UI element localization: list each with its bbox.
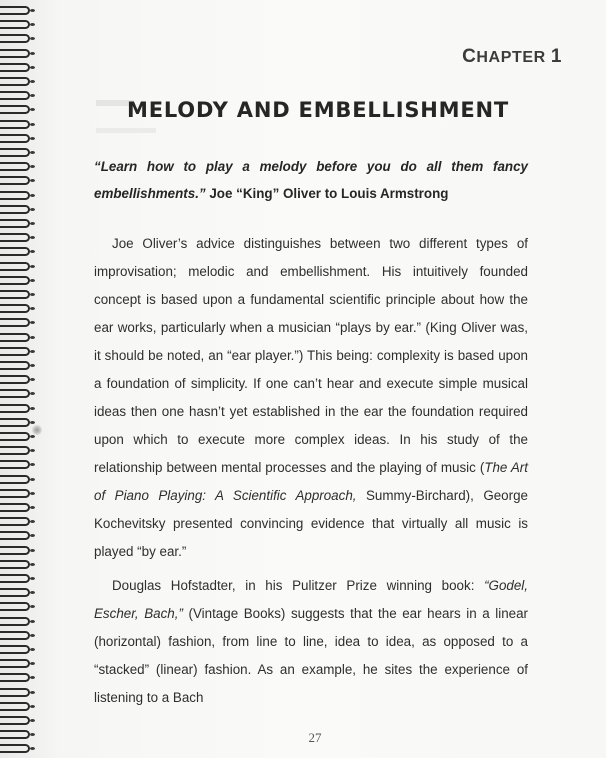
binding-coil [0, 602, 30, 611]
binding-coil [0, 716, 30, 725]
binding-coil [0, 588, 30, 597]
binding-coil [0, 404, 30, 413]
binding-coil [0, 645, 30, 654]
binding-coil [0, 191, 30, 200]
binding-coil [0, 77, 30, 86]
binding-coil [0, 446, 30, 455]
binding-coil [0, 418, 30, 427]
binding-coil [0, 673, 30, 682]
paragraph [94, 230, 528, 566]
binding-coil [0, 361, 30, 370]
binding-coil [0, 262, 30, 271]
epigraph [94, 153, 528, 207]
book-title: The Art of Piano Playing: A Scientific Approach, [94, 460, 528, 503]
binding-coil [0, 574, 30, 583]
binding-coil [0, 688, 30, 697]
binding-coil [0, 20, 30, 29]
page-number: 27 [308, 730, 322, 745]
binding-coil [0, 503, 30, 512]
binding-coil [0, 460, 30, 469]
binding-coil [0, 205, 30, 214]
binding-coil [0, 347, 30, 356]
chapter-label: HAPTER [476, 49, 546, 66]
chapter-initial: C [462, 46, 477, 67]
paragraph-text: (Vintage Books) suggests that the ear hears in a linear (horizontal) fashion, from line to line, idea to idea, as opposed to a “stacked” (linear) fashion. As an example, he sites the experience of listening to a Bach [94, 606, 529, 705]
binding-coil [0, 702, 30, 711]
binding-coil [0, 659, 30, 668]
paragraph-text: Douglas Hofstadter, in his Pulitzer Prize winning book: [112, 578, 485, 593]
binding-coil [0, 617, 30, 626]
paragraph-text: Summy-Birchard), George Kochevitsky presented convincing evidence that virtually all music is played “by ear.” [94, 488, 528, 559]
binding-coil [0, 219, 30, 228]
binding-coil [0, 162, 30, 171]
chapter-number: 1 [550, 46, 562, 67]
binding-coil [0, 63, 30, 72]
binding-coil [0, 375, 30, 384]
binding-coil [0, 247, 30, 256]
book-title: “Godel, Escher, Bach,” [94, 578, 528, 621]
binding-coil [0, 546, 30, 555]
binding-coil [0, 389, 30, 398]
binding-coil [0, 489, 30, 498]
binding-coil [0, 276, 30, 285]
bleed-through-mark [96, 128, 156, 133]
binding-coil [0, 531, 30, 540]
binding-coil [0, 34, 30, 43]
binding-coil [0, 560, 30, 569]
binding-coil [0, 176, 30, 185]
binding-coil [0, 432, 30, 441]
binding-coil [0, 6, 30, 15]
page-title: MELODY AND EMBELLISHMENT [127, 98, 509, 122]
binding-coil [0, 49, 30, 58]
binding-coil [0, 631, 30, 640]
binding-coil [0, 333, 30, 342]
binding-coil [0, 134, 30, 143]
paper-smudge [32, 424, 42, 436]
paragraph [94, 572, 528, 712]
epigraph-quote: “Learn how to play a melody before you do all them fancy embellishments.” [94, 159, 528, 201]
binding-coil [0, 517, 30, 526]
binding-coil [0, 233, 30, 242]
epigraph-attribution: Joe “King” Oliver to Louis Armstrong [209, 186, 449, 201]
binding-coil [0, 304, 30, 313]
paragraph-text: Joe Oliver’s advice distinguishes between two different types of improvisation; melodic and embellishment. His intuitively founded concept is based upon a fundamental scientific principle about how the ear works, particularly when a musician “plays by ear.” (King Oliver was, it should be noted, an “ear player.”) This being: complexity is based upon a foundation of simplicity. If one can’t hear and execute simple musical ideas then one hasn’t yet established in the ear the foundation required upon which to execute more complex ideas. In his study of the relationship between mental processes and the playing of music ( [94, 236, 528, 475]
binding-coil [0, 148, 30, 157]
binding-coil [0, 475, 30, 484]
body-text [94, 230, 528, 712]
binding-coil [0, 290, 30, 299]
chapter-heading [462, 46, 562, 68]
binding-coil [0, 318, 30, 327]
